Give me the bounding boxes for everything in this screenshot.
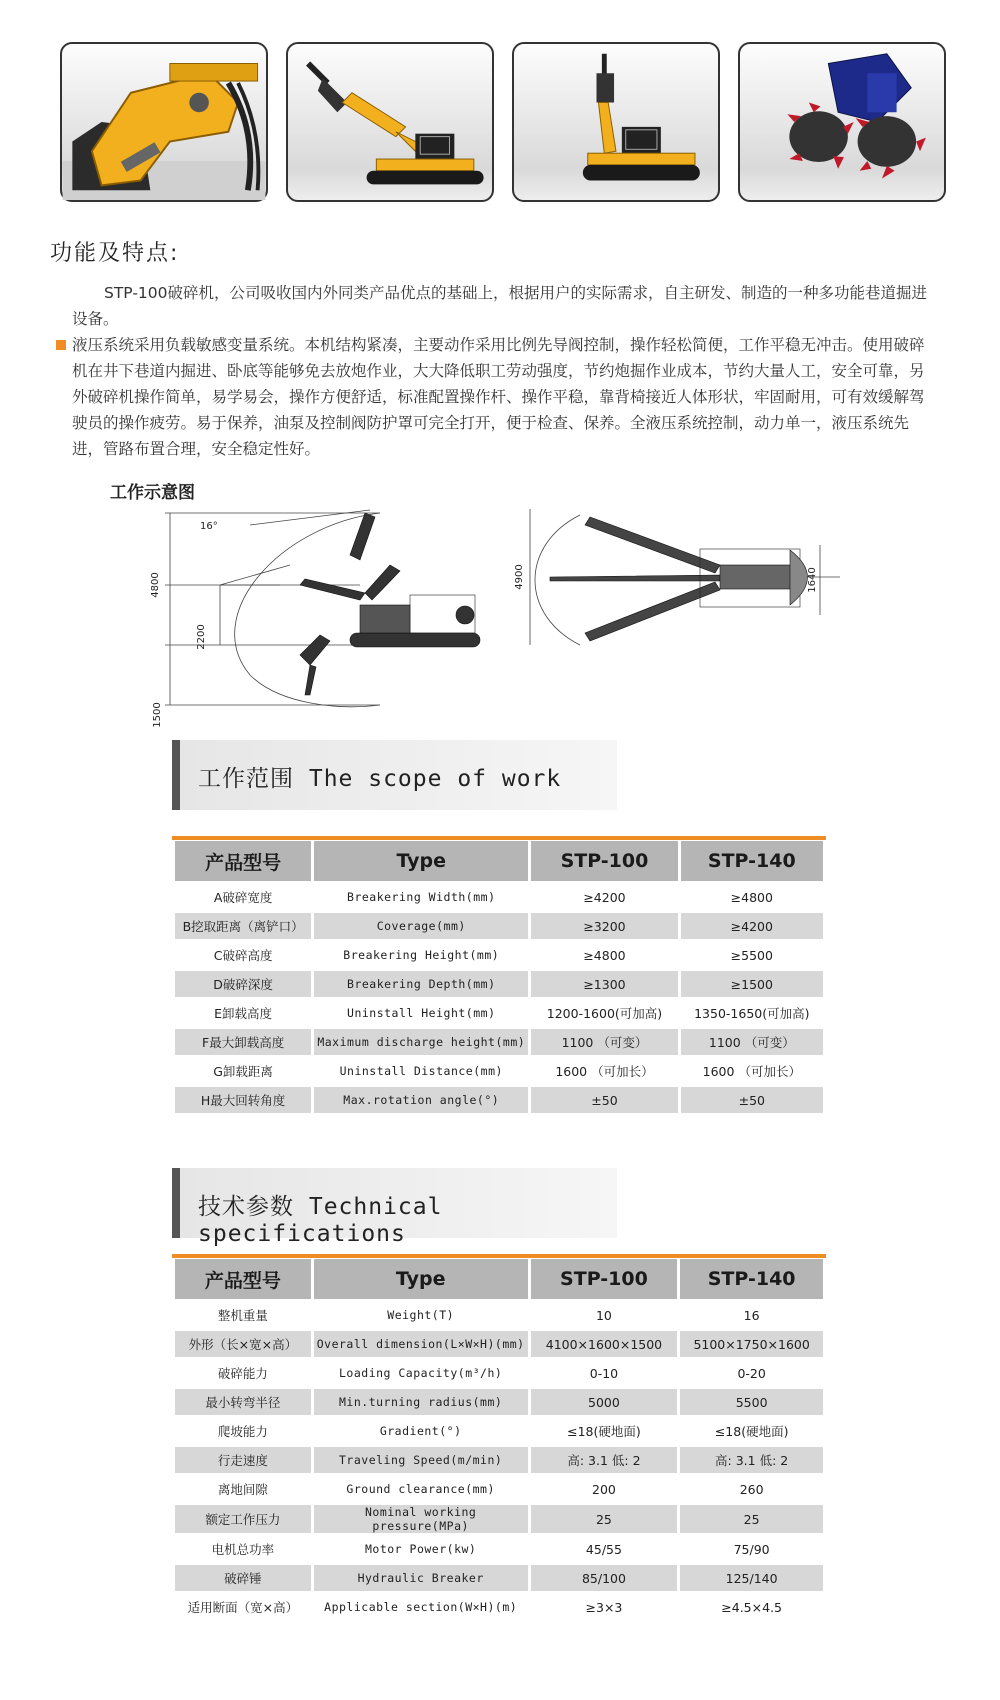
breaker-machine-raised-photo	[286, 42, 494, 202]
cell-name: D破碎深度	[175, 971, 311, 997]
bullet-square-icon	[56, 340, 66, 350]
cell-stp100: 1200-1600(可加高)	[531, 1000, 677, 1026]
cell-name: G卸载距离	[175, 1058, 311, 1084]
cell-name: 适用断面（宽×高）	[175, 1594, 311, 1620]
cell-stp100: 200	[531, 1476, 678, 1502]
table-row	[175, 1536, 823, 1562]
header-stp140: STP-140	[680, 1259, 823, 1299]
cell-name: 外形（长×宽×高）	[175, 1331, 311, 1357]
cell-stp100: 10	[531, 1302, 678, 1328]
table-row	[175, 1389, 823, 1415]
cell-stp140: 16	[680, 1302, 823, 1328]
cell-stp100: 5000	[531, 1389, 678, 1415]
cell-stp140: ≥5500	[681, 942, 823, 968]
excavator-arm-closeup-photo	[60, 42, 268, 202]
cell-type: Breakering Depth(mm)	[314, 971, 528, 997]
tech-header-row	[175, 1259, 823, 1299]
table-row	[175, 1476, 823, 1502]
cell-name: H最大回转角度	[175, 1087, 311, 1113]
diagram-title: 工作示意图	[110, 483, 195, 503]
cell-stp100: 25	[531, 1505, 678, 1533]
cell-stp140: 高: 3.1 低: 2	[680, 1447, 823, 1473]
dim-4800: 4800	[150, 572, 161, 598]
cell-name: 最小转弯半径	[175, 1389, 311, 1415]
cell-name: E卸载高度	[175, 1000, 311, 1026]
cell-name: 破碎能力	[175, 1360, 311, 1386]
cell-type: Nominal working pressure(MPa)	[314, 1505, 528, 1533]
cell-stp140: 1350-1650(可加高)	[681, 1000, 823, 1026]
cell-stp100: ≥3×3	[531, 1594, 678, 1620]
cell-type: Loading Capacity(m³/h)	[314, 1360, 528, 1386]
cell-stp100: ≥4800	[531, 942, 677, 968]
table-row	[175, 971, 823, 997]
cell-name: 电机总功率	[175, 1536, 311, 1562]
table-row	[175, 1447, 823, 1473]
cell-stp100: 85/100	[531, 1565, 678, 1591]
cell-type: Weight(T)	[314, 1302, 528, 1328]
cell-stp100: 1100 （可变）	[531, 1029, 677, 1055]
dim-1640: 1640	[807, 567, 818, 593]
cell-stp100: 4100×1600×1500	[531, 1331, 678, 1357]
cutter-head-photo	[738, 42, 946, 202]
cell-type: Breakering Height(mm)	[314, 942, 528, 968]
cell-type: Coverage(mm)	[314, 913, 528, 939]
cell-type: Breakering Width(mm)	[314, 884, 528, 910]
cell-type: Maximum discharge height(mm)	[314, 1029, 528, 1055]
table-row	[175, 1360, 823, 1386]
cell-stp100: ≥3200	[531, 913, 677, 939]
breaker-machine-vertical-photo	[512, 42, 720, 202]
scope-table	[172, 838, 826, 1116]
cell-name: 爬坡能力	[175, 1418, 311, 1444]
table-row	[175, 884, 823, 910]
table-row	[175, 1029, 823, 1055]
cell-stp100: ≤18(硬地面)	[531, 1418, 678, 1444]
cell-type: Min.turning radius(mm)	[314, 1389, 528, 1415]
cell-name: 行走速度	[175, 1447, 311, 1473]
header-model: 产品型号	[175, 841, 311, 881]
tech-table	[172, 1256, 826, 1623]
features-body: 液压系统采用负载敏感变量系统。本机结构紧凑，主要动作采用比例先导阀控制，操作轻松简便，工作平稳无冲击。使用破碎机在井下巷道内掘进、卧底等能够免去放炮作业，大大降低职工劳动强度，节约炮掘作业成本，节约大量人工，安全可靠，另外破碎机操作简单，易学易会，操作方便舒适，标准配置操作杆、操作平稳，靠背椅接近人体形状，牢固耐用，可有效缓解驾驶员的操作疲劳。易于保养，油泵及控制阀防护罩可完全打开，便于检查、保养。全液压系统控制，动力单一，液压系统先进，管路布置合理，安全稳定性好。	[72, 336, 925, 458]
cell-type: Hydraulic Breaker	[314, 1565, 528, 1591]
cell-type: Traveling Speed(m/min)	[314, 1447, 528, 1473]
cell-type: Ground clearance(mm)	[314, 1476, 528, 1502]
scope-section-header	[172, 740, 617, 810]
work-diagram	[150, 505, 920, 728]
cell-type: Uninstall Distance(mm)	[314, 1058, 528, 1084]
tech-section-header	[172, 1168, 617, 1247]
dim-angle: 16°	[200, 521, 218, 532]
dim-1500: 1500	[152, 702, 163, 728]
cell-name: 离地间隙	[175, 1476, 311, 1502]
table-row	[175, 1331, 823, 1357]
cell-stp100: 1600 （可加长）	[531, 1058, 677, 1084]
tech-heading: 技术参数 Technical specifications	[198, 1194, 443, 1247]
header-type: Type	[314, 841, 528, 881]
cell-name: 破碎锤	[175, 1565, 311, 1591]
table-row	[175, 1302, 823, 1328]
cell-type: Gradient(°)	[314, 1418, 528, 1444]
scope-heading: 工作范围 The scope of work	[198, 766, 562, 792]
cell-stp140: 5100×1750×1600	[680, 1331, 823, 1357]
table-row	[175, 1505, 823, 1533]
cell-type: Uninstall Height(mm)	[314, 1000, 528, 1026]
cell-stp100: ≥4200	[531, 884, 677, 910]
scope-header-row	[175, 841, 823, 881]
cell-stp140: ≥4.5×4.5	[680, 1594, 823, 1620]
cell-name: 整机重量	[175, 1302, 311, 1328]
cell-stp140: ≥1500	[681, 971, 823, 997]
table-row	[175, 1087, 823, 1113]
features-title: 功能及特点:	[50, 241, 180, 266]
cell-stp140: 5500	[680, 1389, 823, 1415]
product-photo-strip	[60, 42, 950, 202]
cell-stp100: 高: 3.1 低: 2	[531, 1447, 678, 1473]
cell-name: F最大卸载高度	[175, 1029, 311, 1055]
cell-type: Applicable section(W×H)(m)	[314, 1594, 528, 1620]
cell-stp140: 25	[680, 1505, 823, 1533]
cell-stp140: ≤18(硬地面)	[680, 1418, 823, 1444]
features-intro: STP-100破碎机，公司吸收国内外同类产品优点的基础上，根据用户的实际需求，自主研发、制造的一种多功能巷道掘进设备。	[72, 284, 927, 328]
cell-type: Max.rotation angle(°)	[314, 1087, 528, 1113]
cell-stp140: 1600 （可加长）	[681, 1058, 823, 1084]
cell-name: 额定工作压力	[175, 1505, 311, 1533]
cell-stp100: 45/55	[531, 1536, 678, 1562]
cell-name: B挖取距离（离铲口）	[175, 913, 311, 939]
table-row	[175, 1058, 823, 1084]
table-row	[175, 1594, 823, 1620]
table-row	[175, 913, 823, 939]
table-row	[175, 1000, 823, 1026]
cell-stp140: ≥4200	[681, 913, 823, 939]
cell-stp140: 1100 （可变）	[681, 1029, 823, 1055]
header-stp100: STP-100	[531, 841, 677, 881]
cell-type: Overall dimension(L×W×H)(mm)	[314, 1331, 528, 1357]
cell-stp140: 0-20	[680, 1360, 823, 1386]
cell-stp100: ≥1300	[531, 971, 677, 997]
cell-stp100: 0-10	[531, 1360, 678, 1386]
cell-type: Motor Power(kw)	[314, 1536, 528, 1562]
dim-4900: 4900	[514, 564, 525, 590]
cell-stp140: 125/140	[680, 1565, 823, 1591]
cell-stp140: ≥4800	[681, 884, 823, 910]
header-stp100: STP-100	[531, 1259, 678, 1299]
header-model: 产品型号	[175, 1259, 311, 1299]
header-type: Type	[314, 1259, 528, 1299]
table-row	[175, 1565, 823, 1591]
cell-stp140: 75/90	[680, 1536, 823, 1562]
cell-stp140: ±50	[681, 1087, 823, 1113]
dim-2200: 2200	[196, 624, 207, 650]
table-row	[175, 942, 823, 968]
header-stp140: STP-140	[681, 841, 823, 881]
table-row	[175, 1418, 823, 1444]
cell-name: A破碎宽度	[175, 884, 311, 910]
cell-name: C破碎高度	[175, 942, 311, 968]
cell-stp140: 260	[680, 1476, 823, 1502]
cell-stp100: ±50	[531, 1087, 677, 1113]
